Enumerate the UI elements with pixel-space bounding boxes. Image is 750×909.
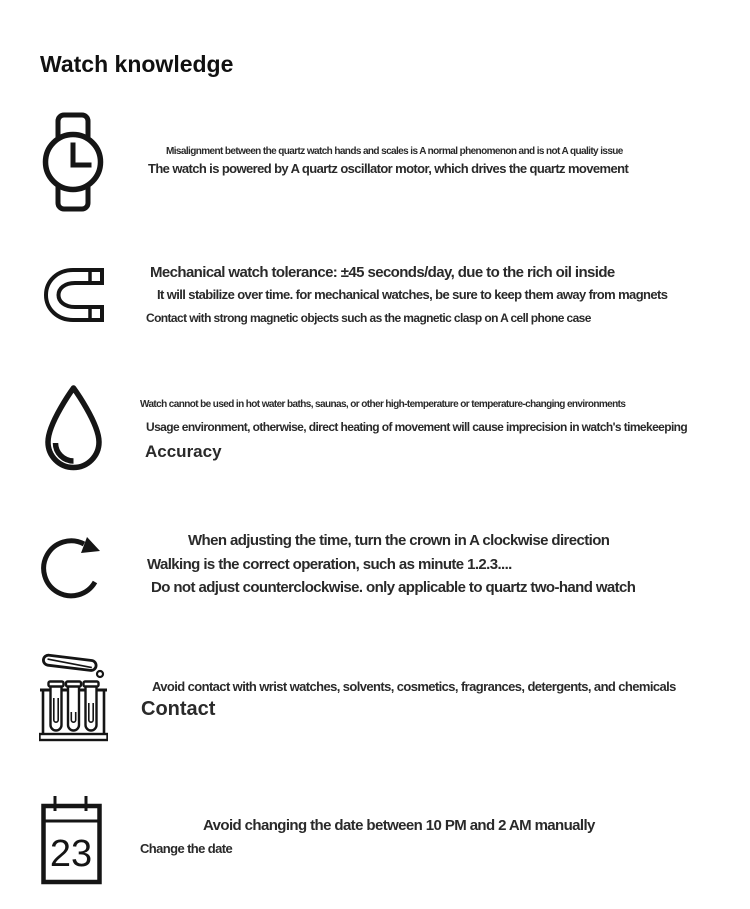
crown-line-1: When adjusting the time, turn the crown in A clockwise direction [188, 532, 610, 549]
magnet-icon [43, 268, 105, 327]
chemicals-line-1: Avoid contact with wrist watches, solvents, cosmetics, fragrances, detergents, and chemicals [152, 679, 676, 694]
quartz-line-1: Misalignment between the quartz watch hands and scales is A normal phenomenon and is not A quality issue [166, 146, 623, 157]
magnet-line-2: It will stabilize over time. for mechanical watches, be sure to keep them away from magnets [157, 287, 668, 302]
date-line-2: Change the date [140, 841, 233, 856]
quartz-line-2: The watch is powered by A quartz oscillator motor, which drives the quartz movement [148, 161, 629, 176]
clockwise-arrow-icon [40, 528, 110, 612]
page-title: Watch knowledge [40, 51, 234, 78]
calendar-day-number: 23 [49, 833, 93, 875]
water-line-1: Watch cannot be used in hot water baths, saunas, or other high-temperature or temperature-changing environments [140, 399, 626, 410]
water-line-3: Accuracy [145, 442, 222, 461]
magnet-line-1: Mechanical watch tolerance: ±45 seconds/day, due to the rich oil inside [150, 264, 615, 281]
crown-line-3: Do not adjust counterclockwise. only applicable to quartz two-hand watch [151, 579, 636, 596]
magnet-line-3: Contact with strong magnetic objects such as the magnetic clasp on A cell phone case [146, 311, 591, 325]
test-tubes-icon [39, 653, 108, 748]
date-line-1: Avoid changing the date between 10 PM and 2 AM manually [203, 817, 595, 834]
water-drop-icon [40, 383, 107, 481]
crown-line-2: Walking is the correct operation, such as minute 1.2.3.... [147, 556, 512, 573]
water-line-2: Usage environment, otherwise, direct heating of movement will cause imprecision in watch's timekeeping [146, 420, 688, 434]
calendar-icon [40, 795, 103, 890]
wristwatch-icon [40, 112, 105, 217]
chemicals-line-2: Contact [141, 698, 216, 720]
